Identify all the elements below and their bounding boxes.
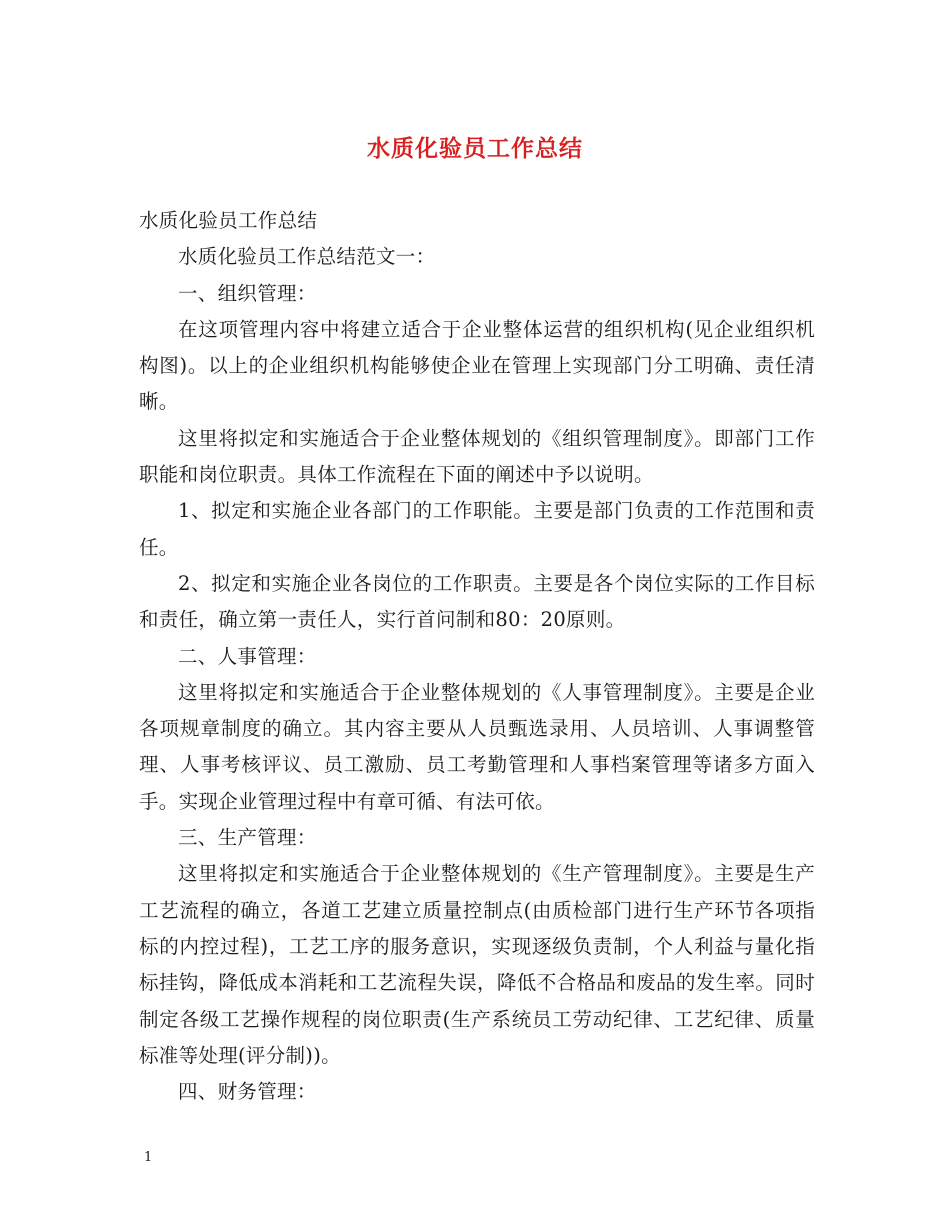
section-heading-finance: 四、财务管理： (178, 1080, 317, 1104)
page-number: 1 (144, 1150, 153, 1165)
section-heading-production: 三、生产管理： (178, 826, 317, 850)
list-item: 2、拟定和实施企业各岗位的工作职责。主要是各个岗位实际的工作目标和责任，确立第一责任人，实行首问制和80：20原则。 (139, 571, 815, 632)
paragraph-sample-title: 水质化验员工作总结范文一： (178, 245, 436, 269)
section-heading-personnel: 二、人事管理： (178, 644, 317, 668)
paragraph: 这里将拟定和实施适合于企业整体规划的《组织管理制度》。即部门工作职能和岗位职责。具体工作流程在下面的阐述中予以说明。 (139, 426, 815, 487)
list-item: 1、拟定和实施企业各部门的工作职能。主要是部门负责的工作范围和责任。 (139, 499, 815, 559)
section-heading-organization: 一、组织管理： (178, 281, 317, 305)
document-body (139, 203, 815, 1110)
paragraph: 在这项管理内容中将建立适合于企业整体运营的组织机构(见企业组织机构图)。以上的企业组织机构能够使企业在管理上实现部门分工明确、责任清晰。 (139, 317, 815, 414)
paragraph: 这里将拟定和实施适合于企业整体规划的《生产管理制度》。主要是生产工艺流程的确立，各道工艺建立质量控制点(由质检部门进行生产环节各项指标的内控过程)，工艺工序的服务意识，实现逐级负责制，个人利益与量化指标挂钩，降低成本消耗和工艺流程失误，降低不合格品和废品的发生率。同时制定各级工艺操作规程的岗位职责(生产系统员工劳动纪律、工艺纪律、质量标准等处理(评分制))。 (139, 862, 815, 1067)
document-title: 水质化验员工作总结 (367, 135, 583, 162)
paragraph-heading: 水质化验员工作总结 (139, 209, 318, 232)
paragraph: 这里将拟定和实施适合于企业整体规划的《人事管理制度》。主要是企业各项规章制度的确立。其内容主要从人员甄选录用、人员培训、人事调整管理、人事考核评议、员工激励、员工考勤管理和人事档案管理等诸多方面入手。实现企业管理过程中有章可循、有法可依。 (139, 680, 815, 813)
